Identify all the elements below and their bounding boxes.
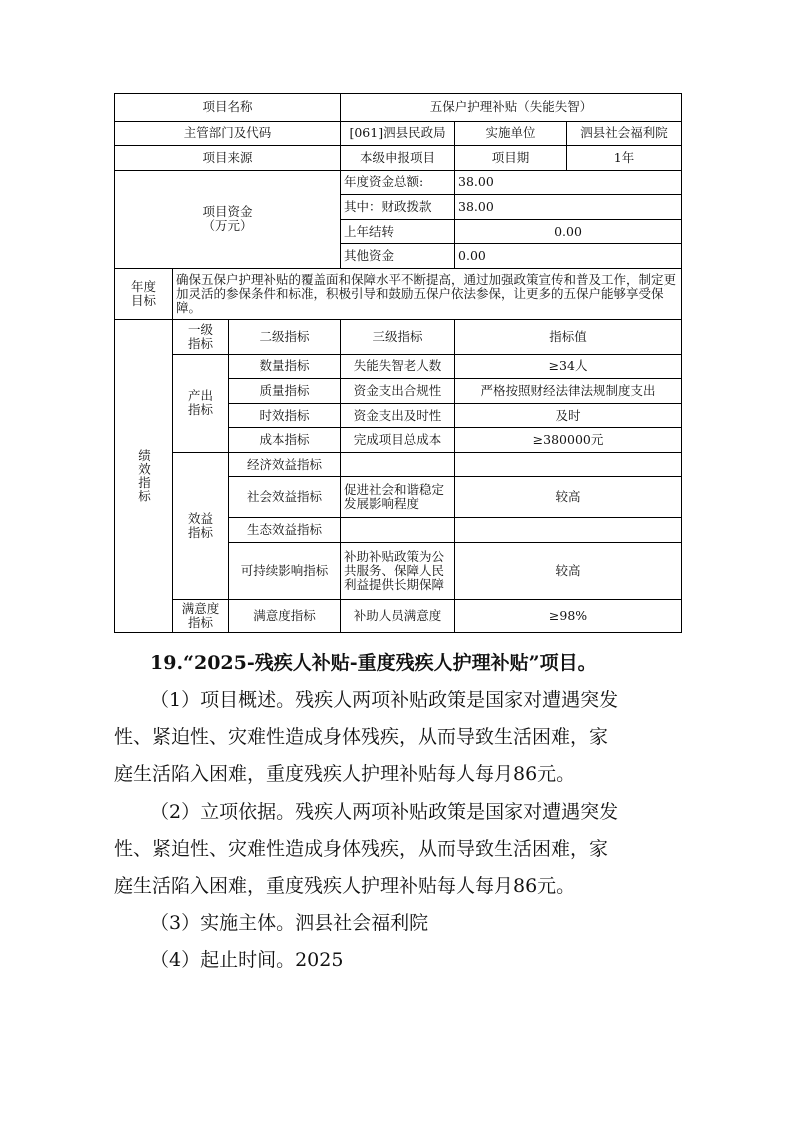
goal-text: 确保五保户护理补贴的覆盖面和保障水平不断提高，通过加强政策宣传和普及工作，制定更加灵活的参保条件和标准，积极引导和鼓励五保户依法参保，让更多的五保户能够享受保障。 [173, 268, 682, 319]
period-label: 项目期 [455, 146, 567, 171]
paragraph-line: 性、紧迫性、灾难性造成身体残疾，从而导致生活困难，家 [114, 726, 609, 748]
header-l1 [173, 319, 229, 354]
output-label-text: 产出指标 [187, 388, 213, 418]
section-heading: 19.“2025-残疾人补贴-重度残疾人护理补贴”项目。 [150, 652, 597, 674]
funds-carry-value: 0.00 [455, 219, 682, 244]
project-name-value: 五保户护理补贴（失能失智） [341, 94, 682, 122]
satisfaction-label-text: 满意度指标 [181, 601, 220, 631]
benefit-l3 [341, 452, 455, 477]
benefit-val [455, 518, 682, 543]
benefit-val [455, 452, 682, 477]
funds-fiscal-value: 38.00 [455, 195, 682, 220]
funds-other-label: 其他资金 [341, 244, 455, 269]
goal-label [115, 268, 173, 319]
paragraph-line: （2）立项依据。残疾人两项补贴政策是国家对遭遇突发 [150, 801, 619, 823]
output-val: 及时 [455, 403, 682, 428]
output-l3: 资金支出合规性 [341, 379, 455, 404]
funds-label-text: 项目资金（万元） [202, 204, 253, 234]
dept-value: [061]泗县民政局 [341, 121, 455, 146]
funds-fiscal-label: 其中：财政拨款 [341, 195, 455, 220]
benefit-val: 较高 [455, 542, 682, 599]
satisfaction-l3: 补助人员满意度 [341, 600, 455, 633]
output-l2: 成本指标 [229, 428, 341, 453]
benefit-l2: 经济效益指标 [229, 452, 341, 477]
project-table [114, 93, 681, 633]
benefit-l2: 社会效益指标 [229, 477, 341, 518]
paragraph-line: （3）实施主体。泗县社会福利院 [150, 912, 429, 934]
goal-label-text: 年度目标 [130, 278, 156, 308]
satisfaction-val: ≥98% [455, 600, 682, 633]
paragraph-line: 庭生活陷入困难，重度残疾人护理补贴每人每月86元。 [114, 875, 576, 897]
output-l2: 时效指标 [229, 403, 341, 428]
perf-label: 绩效指标 [115, 319, 173, 632]
paragraph-line: （4）起止时间。2025 [150, 949, 344, 971]
funds-other-value: 0.00 [455, 244, 682, 269]
impl-value: 泗县社会福利院 [567, 121, 682, 146]
paragraph-line: （1）项目概述。残疾人两项补贴政策是国家对遭遇突发 [150, 689, 619, 711]
benefit-val: 较高 [455, 477, 682, 518]
output-l2: 质量指标 [229, 379, 341, 404]
dept-label: 主管部门及代码 [115, 121, 341, 146]
benefit-label [173, 452, 229, 599]
output-l3: 资金支出及时性 [341, 403, 455, 428]
output-l3: 失能失智老人数 [341, 354, 455, 379]
header-l3: 三级指标 [341, 319, 455, 354]
header-l1-text: 一级指标 [187, 321, 213, 351]
satisfaction-l2: 满意度指标 [229, 600, 341, 633]
benefit-l3: 补助补贴政策为公共服务、保障人民利益提供长期保障 [341, 542, 455, 599]
benefit-l3: 促进社会和谐稳定发展影响程度 [341, 477, 455, 518]
output-label [173, 354, 229, 452]
paragraph-line: 庭生活陷入困难，重度残疾人护理补贴每人每月86元。 [114, 763, 576, 785]
header-l2: 二级指标 [229, 319, 341, 354]
benefit-l3 [341, 518, 455, 543]
paragraph-line: 性、紧迫性、灾难性造成身体残疾，从而导致生活困难，家 [114, 838, 609, 860]
benefit-label-text: 效益指标 [187, 510, 213, 540]
header-val: 指标值 [455, 319, 682, 354]
output-val: ≥34人 [455, 354, 682, 379]
impl-label: 实施单位 [455, 121, 567, 146]
benefit-l2: 生态效益指标 [229, 518, 341, 543]
benefit-l2: 可持续影响指标 [229, 542, 341, 599]
funds-carry-label: 上年结转 [341, 219, 455, 244]
funds-total-label: 年度资金总额: [341, 170, 455, 195]
funds-label [115, 170, 341, 268]
output-l3: 完成项目总成本 [341, 428, 455, 453]
project-name-label: 项目名称 [115, 94, 341, 122]
source-value: 本级申报项目 [341, 146, 455, 171]
period-value: 1年 [567, 146, 682, 171]
output-val: ≥380000元 [455, 428, 682, 453]
output-l2: 数量指标 [229, 354, 341, 379]
satisfaction-label [173, 600, 229, 633]
output-val: 严格按照财经法律法规制度支出 [455, 379, 682, 404]
source-label: 项目来源 [115, 146, 341, 171]
funds-total-value: 38.00 [455, 170, 682, 195]
